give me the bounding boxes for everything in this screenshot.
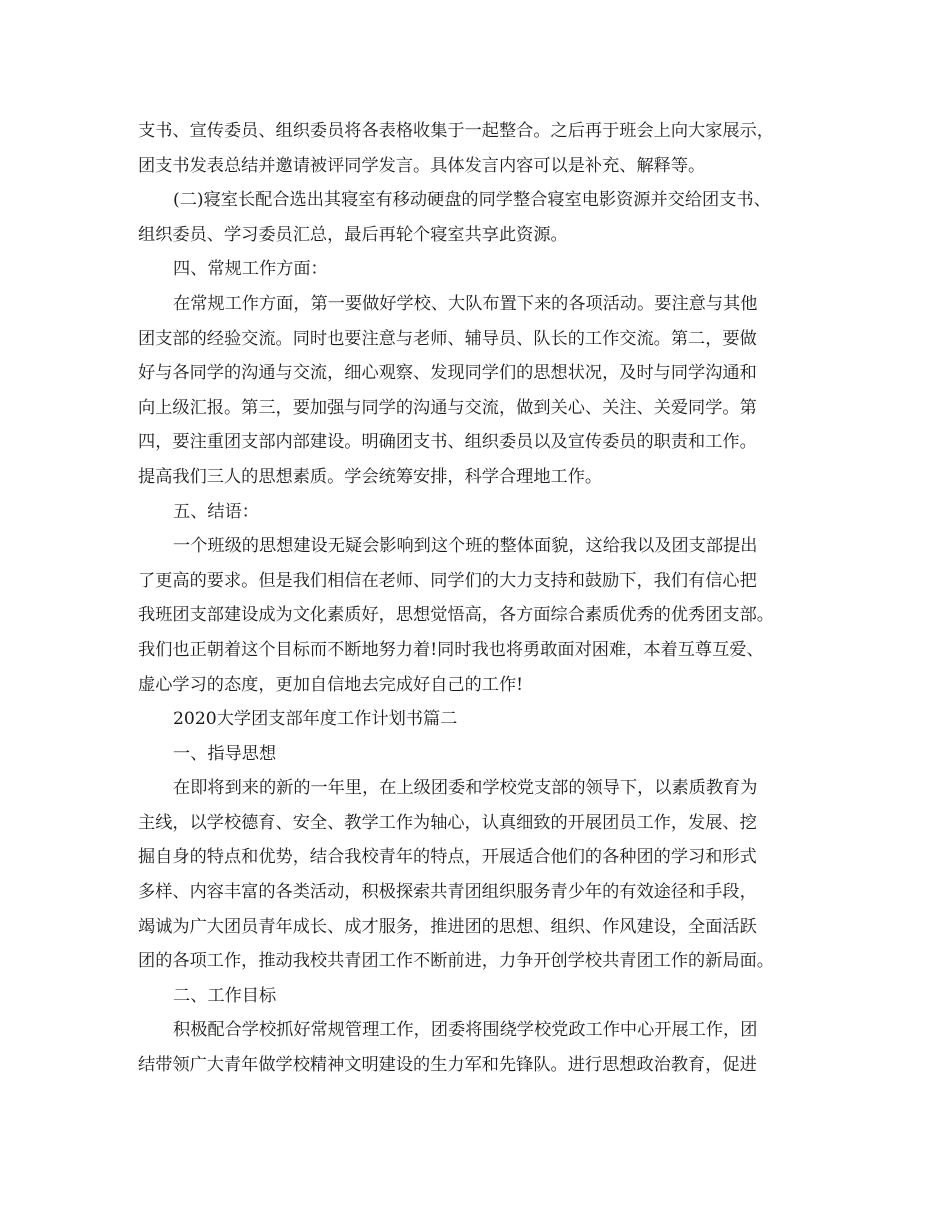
text-line: 提高我们三人的思想素质。学会统筹安排，科学合理地工作。 — [138, 466, 603, 487]
text-line: 了更高的要求。但是我们相信在老师、同学们的大力支持和鼓励下，我们有信心把 — [138, 570, 757, 591]
text-line: 结带领广大青年做学校精神文明建设的生力军和先锋队。进行思想政治教育，促进 — [138, 1055, 757, 1076]
text-line: 在即将到来的新的一年里，在上级团委和学校党支部的领导下，以素质教育为 — [173, 778, 758, 799]
text-line: 四、常规工作方面： — [173, 259, 328, 280]
text-line: 二、工作目标 — [173, 985, 277, 1006]
text-line: 一、指导思想 — [173, 743, 277, 764]
text-line: 主线，以学校德育、安全、教学工作为轴心，认真细致的开展团员工作，发展、挖 — [138, 812, 757, 833]
text-line: 掘自身的特点和优势，结合我校青年的特点，开展适合他们的各种团的学习和形式 — [138, 847, 757, 868]
document-body — [138, 114, 818, 1083]
text-line: 支书、宣传委员、组织委员将各表格收集于一起整合。之后再于班会上向大家展示， — [138, 121, 774, 141]
text-line: 团支书发表总结并邀请被评同学发言。具体发言内容可以是补充、解释等。 — [138, 155, 706, 176]
text-line: 团支部的经验交流。同时也要注意与老师、辅导员、队长的工作交流。第二，要做 — [138, 328, 757, 349]
text-line: 四，要注重团支部内部建设。明确团支书、组织委员以及宣传委员的职责和工作。 — [138, 432, 757, 453]
text-line: 2020大学团支部年度工作计划书篇二 — [173, 709, 458, 730]
text-line: 五、结语： — [173, 501, 259, 522]
text-line: 积极配合学校抓好常规管理工作，团委将围绕学校党政工作中心开展工作，团 — [173, 1020, 758, 1041]
text-line: 在常规工作方面，第一要做好学校、大队布置下来的各项活动。要注意与其他 — [173, 293, 758, 314]
text-line: 一个班级的思想建设无疑会影响到这个班的整体面貌，这给我以及团支部提出 — [173, 536, 758, 557]
text-line: (二)寝室长配合选出其寝室有移动硬盘的同学整合寝室电影资源并交给团支书、 — [173, 190, 771, 211]
text-line: 团的各项工作，推动我校共青团工作不断前进，力争开创学校共青团工作的新局面。 — [138, 951, 774, 972]
text-line: 好与各同学的沟通与交流，细心观察、发现同学们的思想状况，及时与同学沟通和 — [138, 363, 757, 384]
text-line: 我们也正朝着这个目标而不断地努力着!同时我也将勇敢面对困难，本着互尊互爱、 — [138, 639, 764, 660]
text-line: 向上级汇报。第三，要加强与同学的沟通与交流，做到关心、关注、关爱同学。第 — [138, 397, 757, 418]
text-line: 我班团支部建设成为文化素质好，思想觉悟高，各方面综合素质优秀的优秀团支部。 — [138, 605, 774, 626]
text-line: 竭诚为广大团员青年成长、成才服务，推进团的思想、组织、作风建设，全面活跃 — [138, 916, 757, 937]
text-line: 虚心学习的态度，更加自信地去完成好自己的工作! — [138, 674, 524, 695]
text-line: 组织委员、学习委员汇总，最后再轮个寝室共享此资源。 — [138, 224, 568, 245]
text-line: 多样、内容丰富的各类活动，积极探索共青团组织服务青少年的有效途径和手段， — [138, 882, 757, 903]
